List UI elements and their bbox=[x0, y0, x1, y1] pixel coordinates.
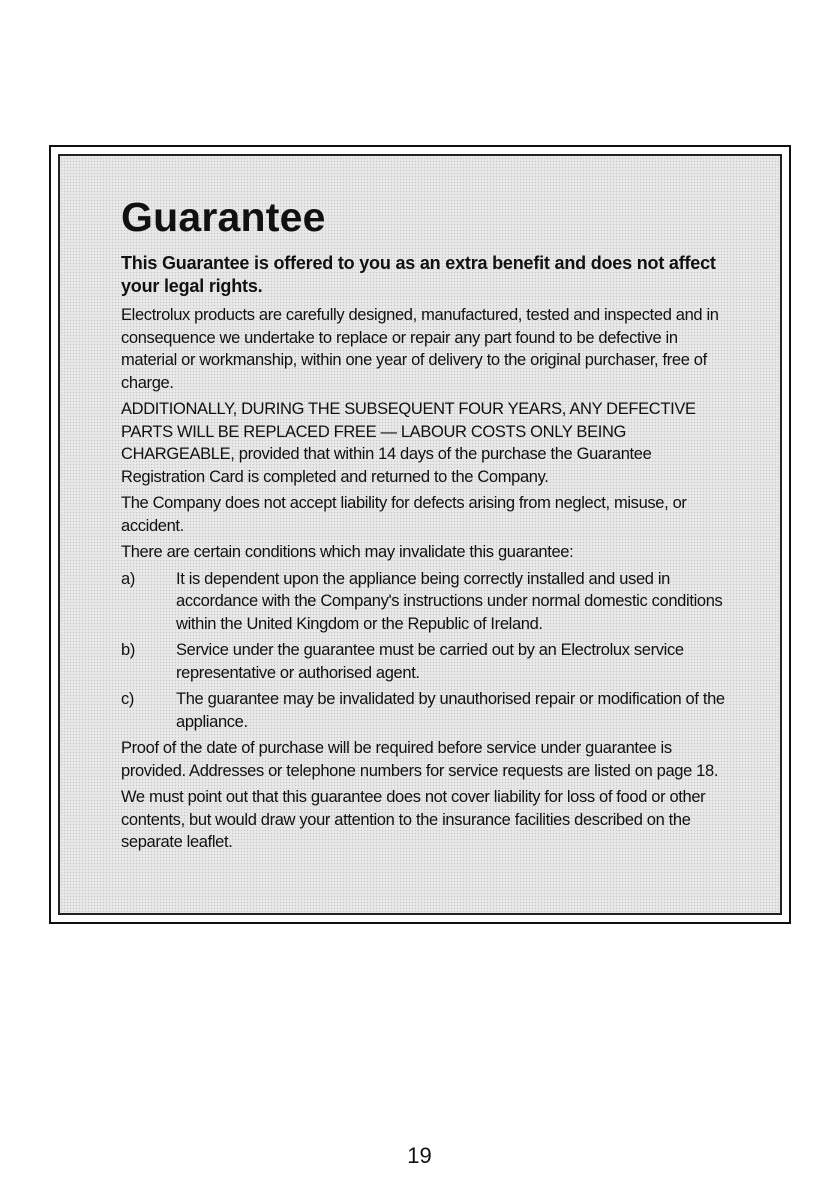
condition-text: It is dependent upon the appliance being correctly installed and used in accordance with the Company's instructions under normal domestic conditions within the United Kingdom or the Republic of Ireland. bbox=[176, 569, 723, 633]
condition-item bbox=[121, 568, 731, 636]
conditions-list bbox=[121, 568, 731, 734]
guarantee-box bbox=[49, 145, 791, 924]
paragraph-proof-of-purchase: Proof of the date of purchase will be required before service under guarantee is provided. Addresses or telephone numbers for service requests are listed on page 18. bbox=[121, 739, 719, 780]
paragraph-additional-parts: ADDITIONALLY, DURING THE SUBSEQUENT FOUR YEARS, ANY DEFECTIVE PARTS WILL BE REPLACED FREE — LABOUR COSTS ONLY BEING CHARGEABLE, provided that within 14 days of the purchase the Guarantee Registration Card is completed and returned to the Company. bbox=[121, 400, 696, 486]
paragraph-conditions-intro: There are certain conditions which may invalidate this guarantee: bbox=[121, 543, 574, 561]
guarantee-title: Guarantee bbox=[121, 194, 326, 240]
paragraph-insurance: We must point out that this guarantee does not cover liability for loss of food or other contents, but would draw your attention to the insurance facilities described on the separate leaflet. bbox=[121, 788, 706, 851]
condition-marker: c) bbox=[121, 690, 135, 708]
condition-item bbox=[121, 639, 731, 684]
page-number: 19 bbox=[407, 1143, 432, 1168]
paragraph-liability: The Company does not accept liability for defects arising from neglect, misuse, or accident. bbox=[121, 494, 687, 535]
condition-item bbox=[121, 688, 731, 733]
guarantee-panel bbox=[58, 154, 782, 915]
condition-text: Service under the guarantee must be carried out by an Electrolux service representative or authorised agent. bbox=[176, 641, 684, 682]
condition-marker: b) bbox=[121, 641, 135, 659]
condition-marker: a) bbox=[121, 569, 135, 588]
guarantee-content bbox=[121, 194, 731, 858]
condition-text: The guarantee may be invalidated by unauthorised repair or modification of the appliance. bbox=[176, 690, 725, 731]
paragraph-coverage: Electrolux products are carefully designed, manufactured, tested and inspected and in consequence we undertake to replace or repair any part found to be defective in material or workmanship, within one year of delivery to the original purchaser, free of charge. bbox=[121, 306, 719, 392]
guarantee-intro: This Guarantee is offered to you as an extra benefit and does not affect your legal rights. bbox=[121, 253, 716, 296]
